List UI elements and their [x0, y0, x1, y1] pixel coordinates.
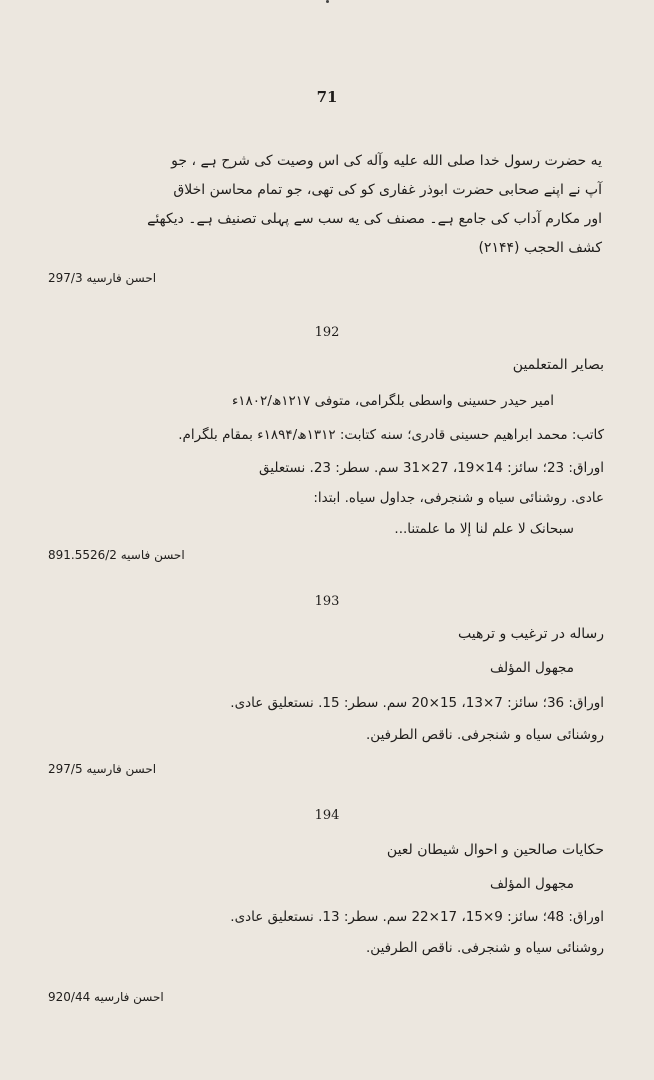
- page-number: 71: [316, 88, 338, 106]
- print-speck: [326, 0, 329, 3]
- shelfmark: احسن فارسیه 920/44: [48, 990, 164, 1004]
- entry-description: اوراق: 23؛ سائز: 14×19، 27×31 سم. سطر: 23. نستعلیق: [259, 460, 604, 476]
- shelfmark: احسن فارسیه 297/5: [48, 762, 157, 776]
- entry-title: حکایات صالحین و احوال شیطان لعین: [386, 842, 604, 858]
- entry-author: مجهول المؤلف: [490, 876, 574, 892]
- entry-number: 192: [314, 325, 340, 340]
- intro-line: کشف الحجب (۲۱۴۴): [478, 240, 602, 256]
- entry-author: مجهول المؤلف: [490, 660, 574, 676]
- entry-author: امیر حیدر حسینی واسطی بلگرامی، متوفی ۱۲۱۷ھ/۱۸۰۲ء: [231, 393, 554, 409]
- entry-description: روشنائی سیاه و شنجرفی. ناقص الطرفین.: [366, 727, 604, 743]
- intro-line: اور مکارم آداب کی جامع ہے۔ مصنف کی یه سب سے پہلی تصنیف ہے۔ دیکھئے: [147, 211, 602, 227]
- entry-number: 193: [314, 594, 340, 609]
- entry-incipit: سبحانک لا علم لنا إلا ما علمتنا...: [394, 521, 574, 537]
- entry-number: 194: [314, 808, 340, 823]
- intro-line: یه حضرت رسول خدا صلی الله علیه وآله کی اس وصیت کی شرح ہے ، جو: [171, 153, 602, 169]
- entry-title: بصایر المتعلمین: [512, 357, 604, 373]
- intro-line: آپ نے اپنے صحابی حضرت ابوذر غفاری کو کی تھی، جو تمام محاسن اخلاق: [173, 182, 602, 198]
- entry-description: عادی. روشنائی سیاه و شنجرفی، جداول سیاه. ابتدا:: [313, 490, 604, 506]
- entry-title: رساله در ترغیب و ترهیب: [458, 626, 604, 642]
- entry-description: اوراق: 36؛ سائز: 7×13، 15×20 سم. سطر: 15. نستعلیق عادی.: [230, 695, 604, 711]
- entry-scribe: کاتب: محمد ابراهیم حسینی قادری؛ سنه کتابت: ۱۳۱۲ھ/۱۸۹۴ء بمقام بلگرام.: [178, 427, 604, 443]
- entry-description: اوراق: 48؛ سائز: 9×15، 17×22 سم. سطر: 13. نستعلیق عادی.: [230, 909, 604, 925]
- shelfmark: احسن فاسیه 891.5526/2: [48, 548, 185, 562]
- shelfmark: احسن فارسیه 297/3: [48, 271, 157, 285]
- entry-description: روشنائی سیاه و شنجرفی. ناقص الطرفین.: [366, 940, 604, 956]
